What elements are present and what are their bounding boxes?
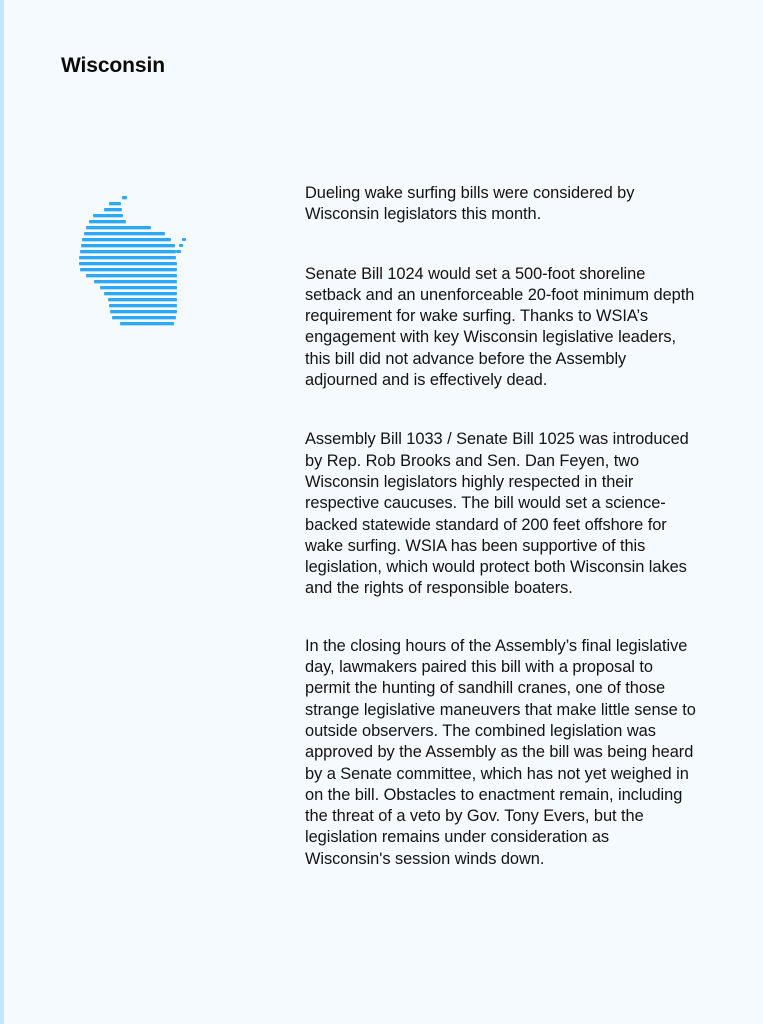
paragraph-senate-bill-1024: Senate Bill 1024 would set a 500-foot shoreline setback and an unenforceable 20-foot minimum depth requirement for wake surfing. Thanks to WSIA’s engagement with key Wisconsin legislative leaders, this bill did not advance before the Assembly adjourned and is effectively dead. [305, 264, 695, 390]
article-body [305, 183, 697, 870]
paragraph-intro: Dueling wake surfing bills were considered by Wisconsin legislators this month. [305, 184, 635, 224]
paragraph-closing-hours: In the closing hours of the Assembly’s final legislative day, lawmakers paired this bill with a proposal to permit the hunting of sandhill cranes, one of those strange legislative maneuvers that make little sense to outside observers. The combined legislation was approved by the Assembly as the bill was being heard by a Senate committee, which has not yet weighed in on the bill. Obstacles to enactment remain, including the threat of a veto by Gov. Tony Evers, but the legislation remains under consideration as Wisconsin's session winds down. [305, 636, 696, 868]
wisconsin-map-illustration [78, 194, 198, 328]
wisconsin-map-icon [78, 194, 198, 328]
page-title: Wisconsin [61, 54, 165, 78]
paragraph-assembly-bill-1033: Assembly Bill 1033 / Senate Bill 1025 was introduced by Rep. Rob Brooks and Sen. Dan Feyen, two Wisconsin legislators highly respected in their respective caucuses. The bill would set a science-backed statewide standard of 200 feet offshore for wake surfing. WSIA has been supportive of this legislation, which would protect both Wisconsin lakes and the rights of responsible boaters. [305, 430, 689, 598]
